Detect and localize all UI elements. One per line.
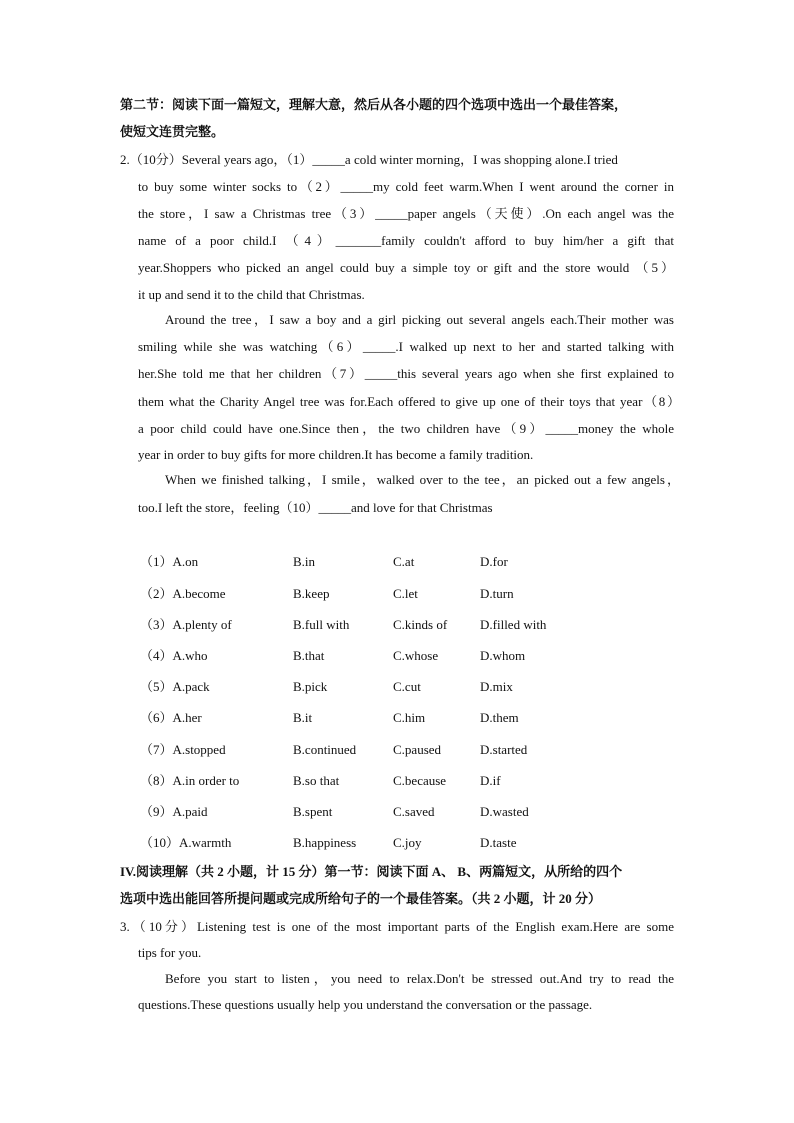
option-c: C.cut [393, 679, 421, 694]
option-c: C.him [393, 710, 426, 725]
section-heading-line-2: 使短文连贯完整。 [120, 124, 225, 139]
option-a: （2）A.become [140, 586, 226, 601]
option-b: B.full with [293, 617, 350, 632]
option-a: （7）A.stopped [140, 742, 226, 757]
passage-line: her.She told me that her children（7）_____this several years ago when she first explained to [138, 366, 674, 381]
option-a: （9）A.paid [140, 804, 208, 819]
passage-line: them what the Charity Angel tree was for.Each offered to give up one of their toys that year（8） [138, 394, 680, 409]
option-a: （4）A.who [140, 648, 208, 663]
option-c: C.because [393, 773, 447, 788]
passage-line: a poor child could have one.Since then，the two children have（9）_____money the whole [138, 421, 674, 436]
option-a: （1）A.on [140, 554, 199, 569]
passage-line: Before you start to listen，you need to relax.Don't be stressed out.And try to read the [165, 971, 674, 986]
option-c: C.joy [393, 835, 422, 850]
option-a: （8）A.in order to [140, 773, 240, 788]
option-d: D.started [480, 742, 528, 757]
passage-line: When we finished talking，I smile，walked over to the tee，an picked out a few angels， [165, 472, 680, 487]
passage-line: Around the tree，I saw a boy and a girl picking out several angels each.Their mother was [165, 312, 674, 327]
option-c: C.paused [393, 742, 442, 757]
option-d: D.for [480, 554, 508, 569]
option-b: B.pick [293, 679, 328, 694]
option-a: （6）A.her [140, 710, 202, 725]
option-c: C.whose [393, 648, 439, 663]
option-d: D.turn [480, 586, 514, 601]
passage-line: smiling while she was watching（6）_____.I walked up next to her and started talking with [138, 339, 674, 354]
passage-line: year in order to buy gifts for more children.It has become a family tradition. [138, 447, 534, 462]
option-b: B.so that [293, 773, 340, 788]
passage-line: tips for you. [138, 945, 202, 960]
option-b: B.keep [293, 586, 330, 601]
option-a: （10）A.warmth [140, 835, 232, 850]
option-d: D.taste [480, 835, 517, 850]
option-c: C.let [393, 586, 418, 601]
passage-line: year.Shoppers who picked an angel could buy a simple toy or gift and the store would （5） [138, 260, 674, 275]
passage-line: too.I left the store，feeling（10）_____and love for that Christmas [138, 500, 493, 515]
passage-line: questions.These questions usually help you understand the conversation or the passage. [138, 997, 593, 1012]
section-heading-line-1: 第二节：阅读下面一篇短文，理解大意，然后从各小题的四个选项中选出一个最佳答案， [120, 97, 628, 112]
option-b: B.continued [293, 742, 357, 757]
passage-line: to buy some winter socks to（2）_____my cold feet warm.When I went around the corner in [138, 179, 674, 194]
option-a: （3）A.plenty of [140, 617, 232, 632]
option-d: D.them [480, 710, 519, 725]
option-b: B.spent [293, 804, 333, 819]
option-b: B.that [293, 648, 325, 663]
passage-line: name of a poor child.I （4）_______family couldn't afford to buy him/her a gift that [138, 233, 674, 248]
passage-line: 2.（10分）Several years ago，（1）_____a cold winter morning，I was shopping alone.I tried [120, 152, 618, 167]
option-b: B.in [293, 554, 316, 569]
option-d: D.wasted [480, 804, 529, 819]
section-heading-line-1: IV.阅读理解（共 2 小题，计 15 分）第一节：阅读下面 A、 B、两篇短文，从所给的四个 [120, 864, 623, 879]
passage-line: the store，I saw a Christmas tree（3）_____paper angels（天使）.On each angel was the [138, 206, 674, 221]
option-b: B.it [293, 710, 313, 725]
option-c: C.saved [393, 804, 435, 819]
passage-line: 3.（10分）Listening test is one of the most important parts of the English exam.Here are some [120, 919, 674, 934]
option-d: D.filled with [480, 617, 547, 632]
option-c: C.kinds of [393, 617, 448, 632]
option-c: C.at [393, 554, 415, 569]
option-b: B.happiness [293, 835, 357, 850]
option-d: D.mix [480, 679, 513, 694]
option-a: （5）A.pack [140, 679, 210, 694]
option-d: D.whom [480, 648, 526, 663]
option-d: D.if [480, 773, 501, 788]
section-heading-line-2: 选项中选出能回答所提问题或完成所给句子的一个最佳答案。（共 2 小题，计 20 分） [120, 891, 602, 906]
passage-line: it up and send it to the child that Christmas. [138, 287, 365, 302]
